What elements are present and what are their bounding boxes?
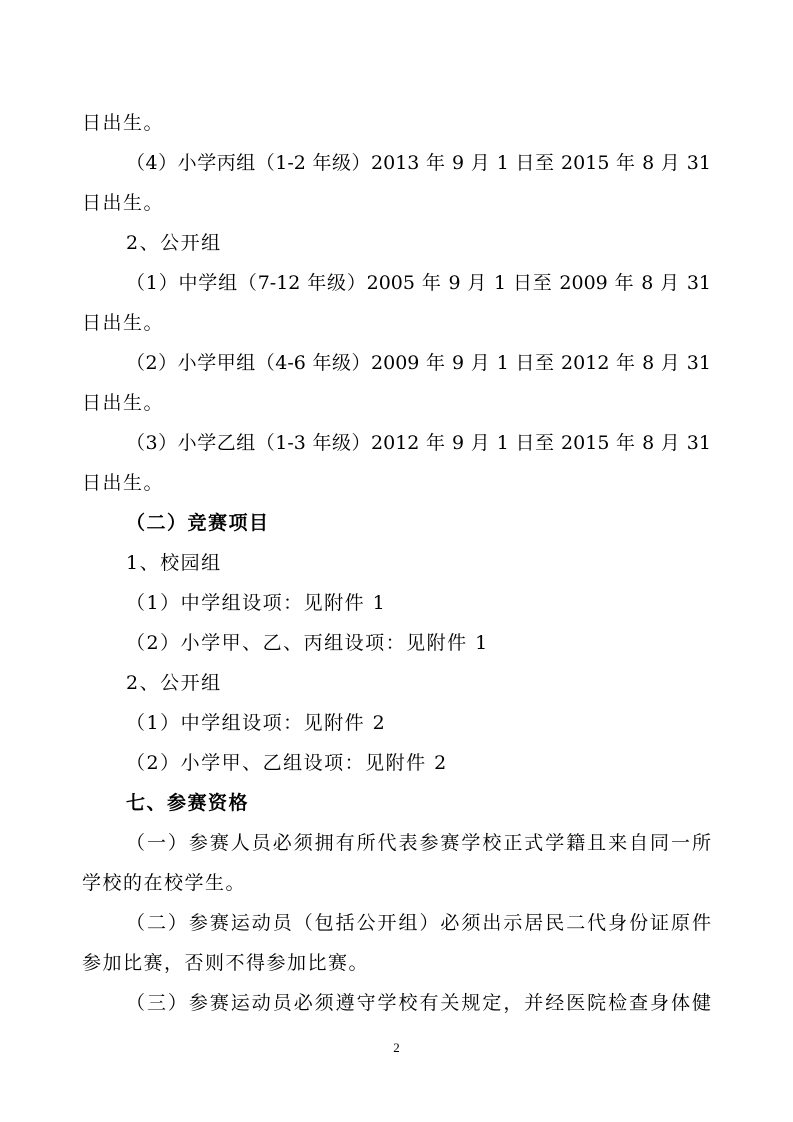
body-text-line: 日出生。 [82,112,165,134]
open-group-heading: 2、公开组 [126,672,222,694]
birth-range-primary-a: （2）小学甲组（4-6 年级）2009 年 9 月 1 日至 2012 年 8 月 31 [126,352,711,374]
eligibility-paragraph-3: （三）参赛运动员必须遵守学校有关规定，并经医院检查身体健 [126,992,711,1014]
page-number: 2 [393,1040,400,1055]
body-text-line: 日出生。 [82,312,165,334]
body-text-line: 日出生。 [82,192,165,214]
body-text-line: 参加比赛，否则不得参加比赛。 [82,952,370,974]
campus-group-heading: 1、校园组 [126,552,222,574]
list-item: （2）小学甲、乙组设项：见附件 2 [126,752,448,774]
birth-range-middle-school: （1）中学组（7-12 年级）2005 年 9 月 1 日至 2009 年 8 月 31 [126,272,711,294]
body-text-line: 学校的在校学生。 [82,872,247,894]
eligibility-paragraph-1: （一）参赛人员必须拥有所代表参赛学校正式学籍且来自同一所 [126,832,711,854]
list-item: （2）小学甲、乙、丙组设项：见附件 1 [126,632,489,654]
open-group-heading: 2、公开组 [126,232,222,254]
birth-range-primary-c: （4）小学丙组（1-2 年级）2013 年 9 月 1 日至 2015 年 8 月 31 [126,152,711,174]
section-heading-eligibility: 七、参赛资格 [126,792,250,814]
body-text-line: 日出生。 [82,392,165,414]
list-item: （1）中学组设项：见附件 2 [126,712,387,734]
body-text-line: 日出生。 [82,472,165,494]
list-item: （1）中学组设项：见附件 1 [126,592,387,614]
eligibility-paragraph-2: （二）参赛运动员（包括公开组）必须出示居民二代身份证原件 [126,912,711,934]
birth-range-primary-b: （3）小学乙组（1-3 年级）2012 年 9 月 1 日至 2015 年 8 月 31 [126,432,711,454]
section-heading-events: （二）竞赛项目 [126,512,270,534]
